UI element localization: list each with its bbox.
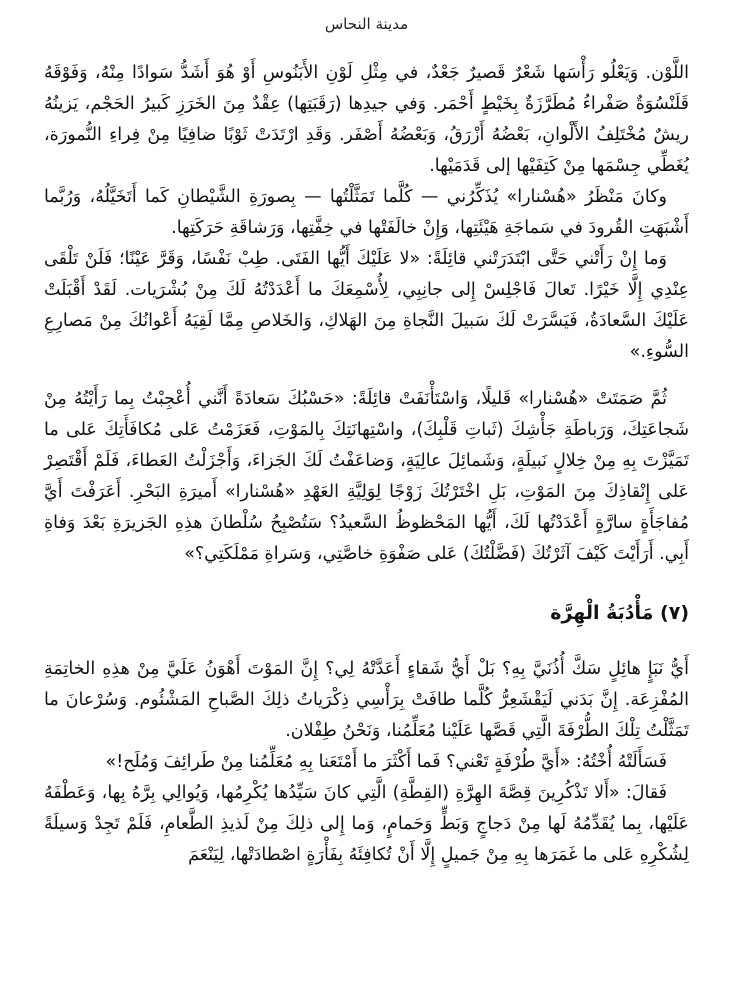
paragraph-greeting: وَما إِنْ رَأَتْني حَتَّى ابْتَدَرَتْني قائِلَةً: «لا عَلَيْكَ أَيُّها الفَتَى. طِبْ نَفْسًا، وَقَرَّ عَيْنًا؛ فَلَنْ تَلْقَى عِنْدِي إِلَّا خَيْرًا. تَعالَ فَاجْلِسْ إِلى جانِبِي، لِأُسْمِعَكَ ما أَعْدَدْتُهُ لَكَ مِنْ بُشْرَيات. لَقَدْ أَقْبَلَتْ عَلَيْكَ السَّعادَةُ، فَيَسَّرَتْ لَكَ سَبيلَ النَّجاةِ مِنَ الهَلاكِ، وَالخَلاصِ مِمَّا لَقِيَهُ أَعْوانُكَ مِنْ مَصارِعِ السُّوءِ.» <box>44 249 689 362</box>
paragraph-proposal: ثُمَّ صَمَتَتْ «هُسْنارا» قَليلًا، وَاسْتَأْنَفَتْ قائِلَةً: «حَسْبُكَ سَعادَةً أَنَّني أُعْجِبْتُ بِما رَأَيْتُهُ مِنْ شَجاعَتِكَ، وَرَباطَةِ جَأْشِكَ (ثَباتِ قَلْبِكَ)، واسْتِهانَتِكَ بِالمَوْتِ، فَعَزَمْتُ عَلى مُكافَأَتِكَ عَلى ما تَمَيَّزْتَ بِهِ مِنْ خِلالٍ نَبيلَةٍ، وَشَمائِلَ عالِيَةٍ، وَضاعَفْتُ لَكَ الجَزاءَ، وَأَجْزَلْتُ العَطاءَ، فَلَمْ أَقْتَصِرْ عَلى إِنْقاذِكَ مِنَ المَوْتِ، بَلِ اخْتَرْتُكَ زَوْجًا لِوَلِيَّةِ العَهْدِ «هُسْنارا» أَميرَةِ البَحْرِ. أَعَرَفْتَ أَيَّ مُفاجَأَةٍ سارَّةٍ أَعْدَدْتُها لَكَ، أَيُّها المَحْظوظُ السَّعيدُ؟ سَتُصْبِحُ سُلْطانَ هذِهِ الجَزيرَةِ بَعْدَ وَفاةِ أَبِي. أَرَأَيْتَ كَيْفَ آثَرْتُكَ (فَضَّلْتُكَ) عَلى صَفْوَةِ خاصَّتِي، وَسَراةِ مَمْلَكَتِي؟» <box>44 389 689 564</box>
paragraph-dread: أَيُّ نَبَإٍ هائِلٍ سَكَّ أُذُنَيَّ بِهِ؟ بَلْ أَيُّ شَقاءٍ أَعَدَّتْهُ لِي؟ إِنَّ المَوْتَ أَهْوَنُ عَلَيَّ مِنْ هذِهِ الخاتِمَةِ المُفْزِعَة. إِنَّ بَدَني لَيَقْشَعِرُّ كُلَّما طافَتْ بِرَأْسِي ذِكْرَياتُ ذلِكَ الصَّباحِ المَشْئُوم. وَسُرْعانَ ما تَمَثَّلْتُ تِلْكَ الطُّرْفَةَ الَّتِي قَصَّها عَلَيْنا مُعَلِّمُنا، وَنَحْنُ طِفْلان. <box>44 659 689 741</box>
paragraph-description: اللَّوْن. وَيَعْلُو رَأْسَها شَعْرٌ قَصيرٌ جَعْدٌ، في مِثْلِ لَوْنِ الأَبَنُوسِ أَوْ هُوَ أَشَدُّ سَوادًا مِنْهُ، وَفَوْقَهُ قَلَنْسُوَةٌ صَفْراءُ مُطَرَّزَةٌ بِخَيْطٍ أَحْمَر. وَفي جيدِها (رَقَبَتِها) عِقْدٌ مِنَ الخَرَزِ كَبيرُ الحَجْم، يَزينُهُ ريشٌ مُخْتَلِفُ الأَلْوانِ، بَعْضُهُ أَزْرَقُ، وَبَعْضُهُ أَصْفَر. وَقَدِ ارْتَدَتْ ثَوْبًا ضافِيًا مِنْ فِراءِ النُّمورَة، يُغَطِّي جِسْمَها مِنْ كَتِفَيْها إلى قَدَمَيْها. <box>44 63 689 176</box>
running-head: مدينة النحاس <box>324 15 409 33</box>
paragraph-husnara-appearance: وكانَ مَنْظَرُ «هُسْنارا» يُذَكِّرُني — كُلَّما تَمَثَّلْتُها — بِصورَةِ الشَّيْطانِ كَما أَتَخَيَّلُهُ، وَرُبَّما أَشْبَهَتِ القُرودَ في سَماجَةِ هَيْئَتِها، وَإِنْ خالَفَتْها في خِفَّتِها، وَرَشاقَةِ حَرَكَتِها. <box>44 187 689 238</box>
chapter-heading: (٧) مَأْدُبَةُ الْهِرَّة <box>550 602 689 624</box>
paragraph-sister-question: فَسَأَلَتْهُ أُخْتُهُ: «أَيَّ طُرْفَةٍ تَعْني؟ فَما أَكْثَرَ ما أَمْتَعَنا بِهِ مُعَلِّمُنا مِنْ طَرائِفَ وَمُلَح!» <box>105 752 667 772</box>
paragraph-cat-story: فَقالَ: «أَلا تَذْكُرِينَ قِصَّةَ الهِرَّةِ (القِطَّةِ) الَّتِي كانَ سَيِّدُها يُكْرِمُها، وَيُوالِي بِرَّهُ بِها، وَعَطْفَهُ عَلَيْها، بِما يُقَدِّمُهُ لَها مِنْ دَجاجٍ وَبَطٍّ وَحَمامٍ، وَما إِلى ذلِكَ مِنْ لَذيذِ الطَّعامِ، فَلَمْ تَجِدْ وَسيلَةً لِشُكْرِهِ عَلى ما غَمَرَها بِهِ مِنْ جَميلٍ إِلَّا أَنْ تُكافِئَهُ بِفَأْرَةٍ اصْطادَتْها، لِيَنْعَمَ <box>44 783 689 865</box>
page-body <box>44 58 689 871</box>
